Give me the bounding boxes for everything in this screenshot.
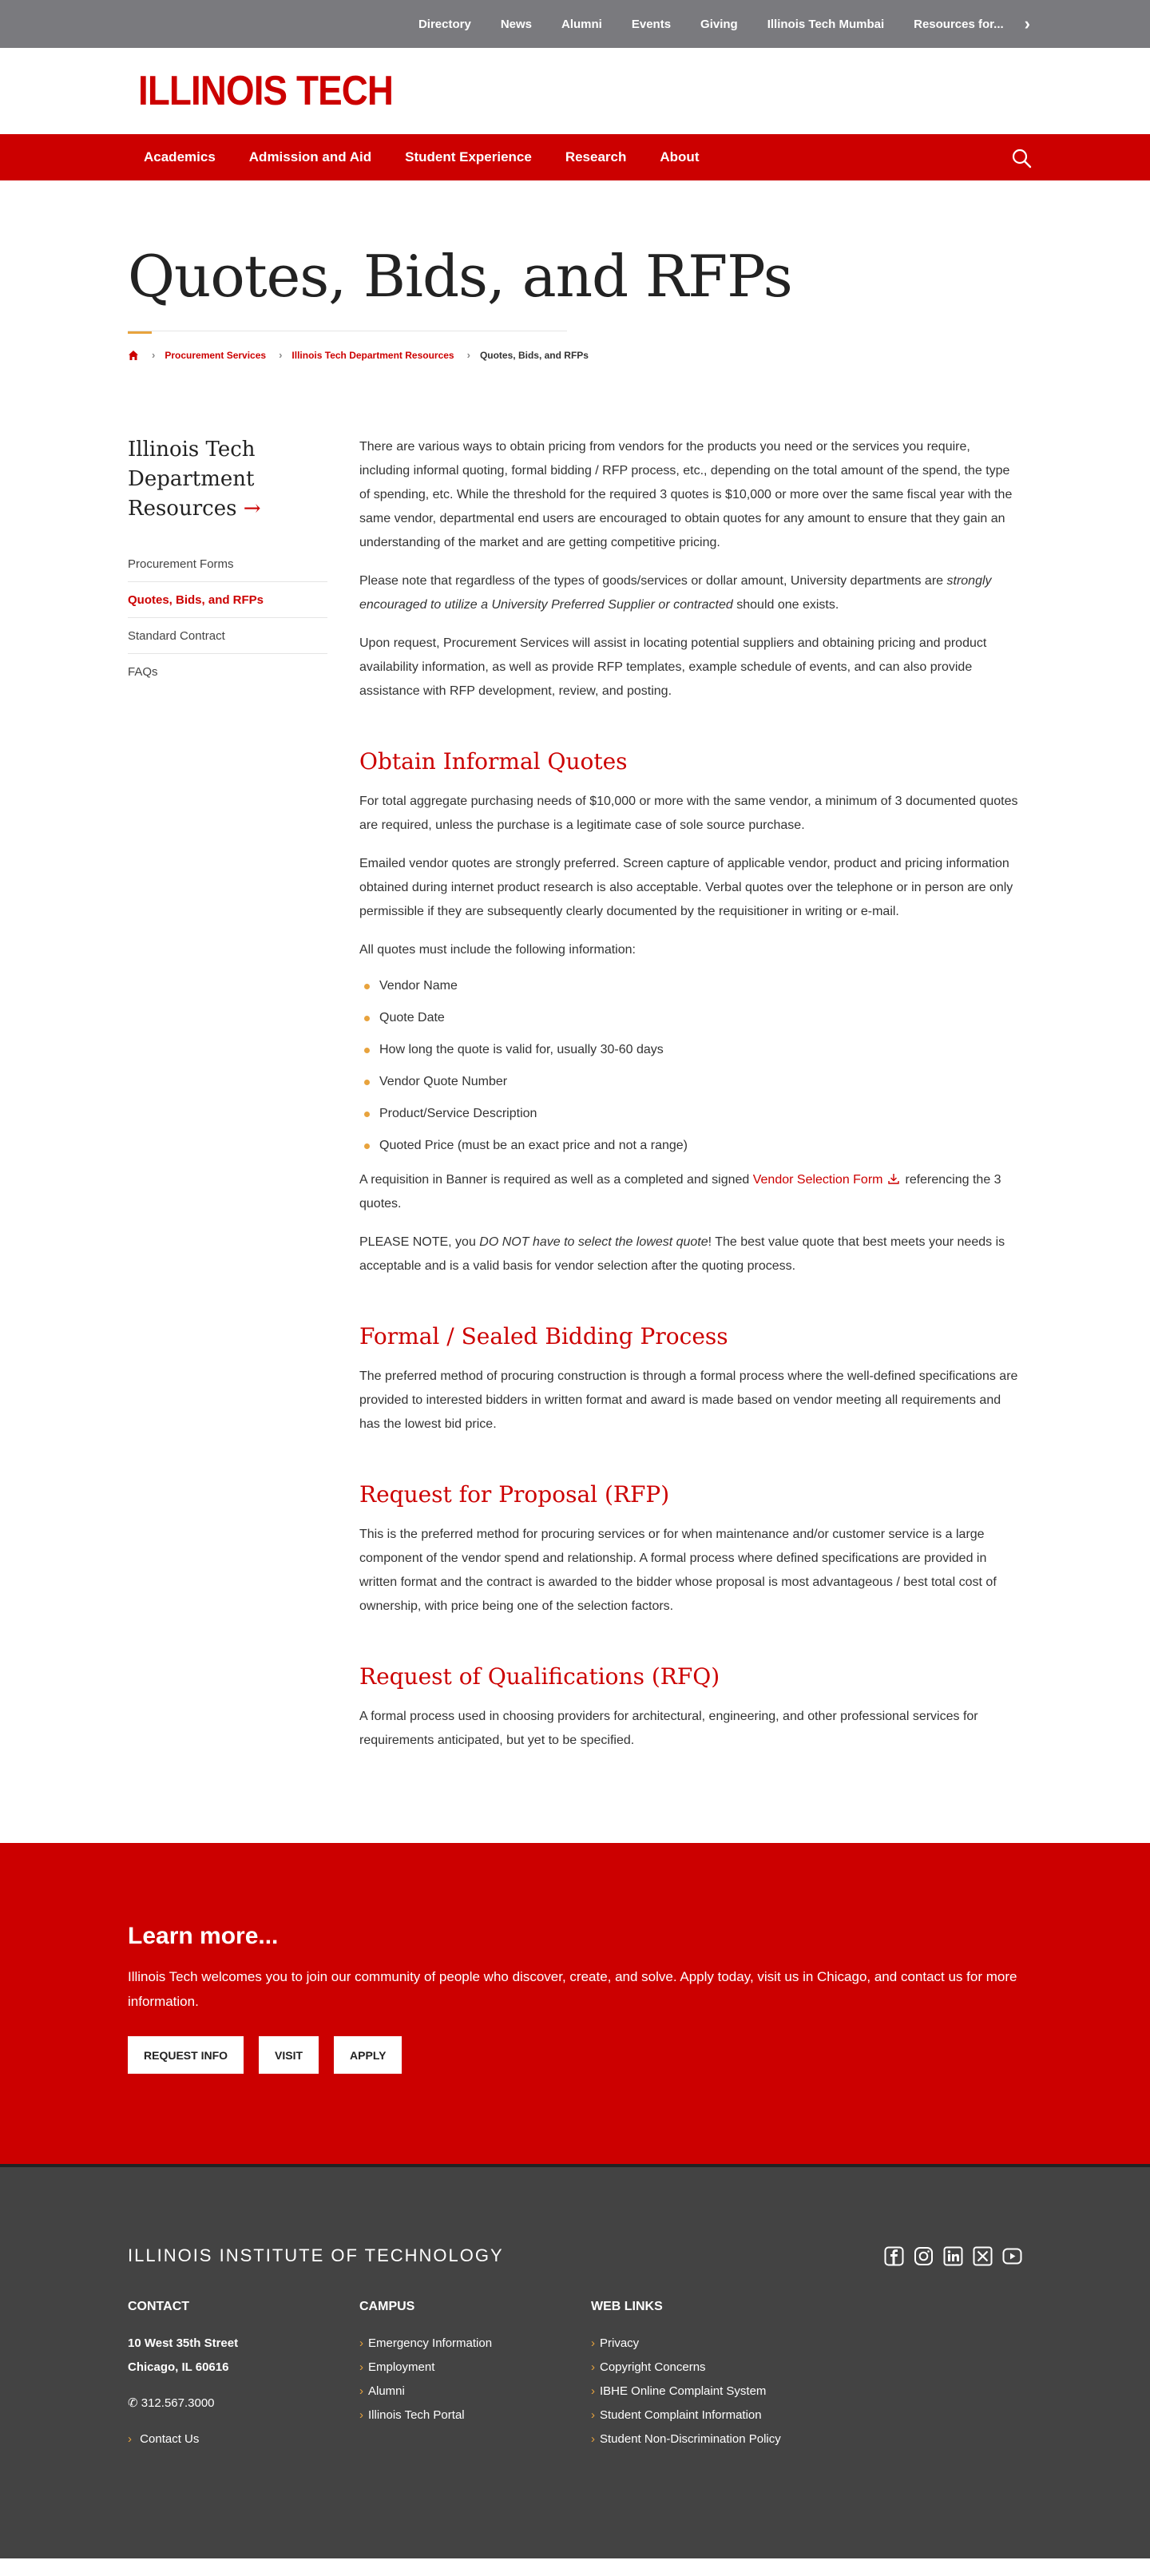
footer-link-ibhe[interactable]: › IBHE Online Complaint System bbox=[591, 2384, 767, 2398]
section-heading-rfp: Request for Proposal (RFP) bbox=[359, 1481, 670, 1508]
footer-campus-heading: CAMPUS bbox=[359, 2300, 415, 2313]
footer-link-student-complaint[interactable]: › Student Complaint Information bbox=[591, 2408, 762, 2422]
paragraph: A requisition in Banner is required as well as a completed and signed Vendor Selection Form referencing the 3 quotes. bbox=[359, 1173, 1001, 1211]
chevron-right-icon: › bbox=[128, 2432, 132, 2446]
section-heading-informal: Obtain Informal Quotes bbox=[359, 748, 628, 775]
sidebar-item-procurement-forms[interactable]: Procurement Forms bbox=[128, 546, 327, 582]
logo-bar bbox=[0, 48, 1150, 134]
footer-top bbox=[128, 2245, 1022, 2266]
footer-contact bbox=[128, 2300, 359, 2451]
list-item: Vendor Name bbox=[359, 977, 1022, 996]
search-icon[interactable] bbox=[1011, 148, 1032, 168]
vendor-selection-form-link[interactable]: Vendor Selection Form bbox=[752, 1173, 883, 1187]
footer-link-portal[interactable]: › Illinois Tech Portal bbox=[359, 2408, 465, 2422]
breadcrumb bbox=[128, 349, 1150, 361]
utility-link-directory[interactable]: Directory bbox=[418, 17, 471, 31]
paragraph: PLEASE NOTE, you DO NOT have to select the lowest quote! The best value quote that best meets your needs is acceptable and is a valid basis for vendor selection after the quoting process. bbox=[359, 1235, 1005, 1273]
chevron-right-icon[interactable]: › bbox=[1024, 14, 1030, 34]
footer-campus bbox=[359, 2300, 591, 2451]
footer-web-links bbox=[591, 2300, 823, 2451]
utility-nav bbox=[0, 0, 1150, 48]
utility-link-resources[interactable]: Resources for... bbox=[914, 17, 1004, 31]
visit-button[interactable]: VISIT bbox=[259, 2036, 319, 2074]
paragraph: For total aggregate purchasing needs of $10,000 or more with the same vendor, a minimum of 3 documented quotes are required, unless the purchase is a legitimate case of sole source purchase. bbox=[359, 795, 1018, 832]
cta-buttons bbox=[128, 2036, 1150, 2074]
footer-columns bbox=[128, 2300, 1022, 2451]
utility-link-events[interactable]: Events bbox=[631, 17, 672, 31]
section-heading-rfq: Request of Qualifications (RFQ) bbox=[359, 1663, 720, 1690]
main-nav bbox=[0, 134, 1150, 180]
sidebar-item-quotes-bids-rfps[interactable]: Quotes, Bids, and RFPs bbox=[128, 582, 327, 618]
quote-requirements-list bbox=[359, 977, 1022, 1155]
cta-text: Illinois Tech welcomes you to join our community of people who discover, create, and solve. Apply today, visit us in Chicago, and contact us for more information. bbox=[128, 1969, 1017, 2009]
youtube-icon[interactable] bbox=[1002, 2246, 1022, 2266]
footer-contact-us-link[interactable] bbox=[128, 2432, 359, 2446]
linkedin-icon[interactable] bbox=[943, 2246, 963, 2266]
apply-button[interactable]: APPLY bbox=[334, 2036, 402, 2074]
nav-academics[interactable]: Academics bbox=[144, 149, 216, 164]
breadcrumb-separator: › bbox=[279, 349, 283, 361]
footer-contact-heading: CONTACT bbox=[128, 2300, 190, 2313]
breadcrumb-procurement[interactable]: Procurement Services bbox=[165, 349, 267, 361]
list-item: Quote Date bbox=[359, 1009, 1022, 1028]
footer-web-links-heading: WEB LINKS bbox=[591, 2300, 663, 2313]
sidebar-title[interactable] bbox=[128, 438, 261, 521]
paragraph: Emailed vendor quotes are strongly preferred. Screen capture of applicable vendor, product and pricing information obtained during internet product research is also acceptable. Verbal quotes over the telephone or in person are only permissible if they are subsequently clearly documented by the requisitioner in writing or e-mail. bbox=[359, 857, 1013, 918]
footer-link-privacy[interactable]: › Privacy bbox=[591, 2336, 640, 2350]
cta-heading: Learn more... bbox=[128, 1923, 279, 1949]
utility-link-alumni[interactable]: Alumni bbox=[561, 17, 602, 31]
breadcrumb-dept-resources[interactable]: Illinois Tech Department Resources bbox=[291, 349, 454, 361]
download-icon[interactable] bbox=[887, 1172, 900, 1185]
x-icon[interactable] bbox=[973, 2246, 993, 2266]
footer-phone-number: 312.567.3000 bbox=[141, 2396, 215, 2410]
list-item: How long the quote is valid for, usually 30-60 days bbox=[359, 1040, 1022, 1060]
paragraph: The preferred method of procuring construction is through a formal process where the well-defined specifications are provided to interested bidders in written format and award is made based on vendor meeting all requirements and has the lowest bid price. bbox=[359, 1369, 1018, 1431]
footer-phone[interactable] bbox=[128, 2396, 359, 2410]
site-logo[interactable]: ILLINOIS TECH bbox=[138, 68, 394, 114]
paragraph: All quotes must include the following information: bbox=[359, 943, 636, 957]
footer bbox=[0, 2164, 1150, 2558]
arrow-right-icon: → bbox=[243, 497, 261, 521]
phone-icon: ✆ bbox=[128, 2396, 138, 2410]
nav-research[interactable]: Research bbox=[565, 149, 627, 164]
list-item: Vendor Quote Number bbox=[359, 1072, 1022, 1092]
breadcrumb-current: Quotes, Bids, and RFPs bbox=[479, 349, 589, 361]
learn-more-cta bbox=[0, 1843, 1150, 2164]
list-item: Product/Service Description bbox=[359, 1104, 1022, 1124]
social-links bbox=[874, 2246, 1022, 2266]
nav-admission[interactable]: Admission and Aid bbox=[248, 149, 372, 164]
sidebar-title-text: Illinois Tech Department Resources bbox=[128, 438, 256, 521]
breadcrumb-separator: › bbox=[466, 349, 470, 361]
footer-link-copyright[interactable]: › Copyright Concerns bbox=[591, 2360, 706, 2374]
content-area bbox=[0, 361, 1150, 1767]
footer-address-line: Chicago, IL 60616 bbox=[128, 2360, 229, 2374]
breadcrumb-separator: › bbox=[152, 349, 156, 361]
request-info-button[interactable]: REQUEST INFO bbox=[128, 2036, 244, 2074]
paragraph: A formal process used in choosing providers for architectural, engineering, and other professional services for requirements anticipated, but yet to be specified. bbox=[359, 1710, 978, 1747]
sidebar bbox=[128, 435, 327, 1767]
utility-link-giving[interactable]: Giving bbox=[700, 17, 738, 31]
footer-contact-us-label: Contact Us bbox=[140, 2432, 200, 2446]
page-title: Quotes, Bids, and RFPs bbox=[128, 243, 792, 310]
footer-link-alumni[interactable]: › Alumni bbox=[359, 2384, 405, 2398]
utility-link-mumbai[interactable]: Illinois Tech Mumbai bbox=[767, 17, 885, 31]
footer-link-emergency[interactable]: › Emergency Information bbox=[359, 2336, 493, 2350]
section-heading-formal: Formal / Sealed Bidding Process bbox=[359, 1323, 728, 1349]
facebook-icon[interactable] bbox=[884, 2246, 904, 2266]
sidebar-menu bbox=[128, 546, 327, 689]
intro-paragraph: Upon request, Procurement Services will assist in locating potential suppliers and obtaining pricing and product availability information, as well as provide RFP templates, example schedule of events, and can also provide assistance with RFP development, review, and posting. bbox=[359, 636, 987, 698]
intro-paragraph: There are various ways to obtain pricing from vendors for the products you need or the services you require, including informal quoting, formal bidding / RFP process, etc., depending on the total amount of the spend, the type of spending, etc. While the threshold for the required 3 quotes is $10,000 or more over the same fiscal year with the same vendor, departmental end users are encouraged to obtain quotes for any amount to ensure that they gain an understanding of the market and are getting competitive pricing. bbox=[359, 440, 1013, 549]
intro-paragraph: Please note that regardless of the types of goods/services or dollar amount, University departments are strongly encouraged to utilize a University Preferred Supplier or contracted should one exists. bbox=[359, 574, 992, 612]
main-content bbox=[359, 435, 1022, 1767]
footer-link-employment[interactable]: › Employment bbox=[359, 2360, 435, 2374]
footer-link-non-discrimination[interactable]: › Student Non-Discrimination Policy bbox=[591, 2432, 781, 2446]
sidebar-item-standard-contract[interactable]: Standard Contract bbox=[128, 618, 327, 654]
page-header bbox=[0, 180, 1150, 361]
list-item: Quoted Price (must be an exact price and not a range) bbox=[359, 1136, 1022, 1155]
paragraph: This is the preferred method for procuring services or for when maintenance and/or customer service is a large component of the vendor spend and relationship. A formal process where defined specifications are provided in written format and the contract is awarded to the bidder whose proposal is most advantageous / best total cost of ownership, with price being one of the selection factors. bbox=[359, 1528, 997, 1613]
footer-logo[interactable]: ILLINOIS INSTITUTE OF TECHNOLOGY bbox=[128, 2245, 504, 2265]
sidebar-item-faqs[interactable]: FAQs bbox=[128, 665, 158, 679]
instagram-icon[interactable] bbox=[914, 2246, 934, 2266]
nav-about[interactable]: About bbox=[660, 149, 700, 164]
utility-link-news[interactable]: News bbox=[500, 17, 532, 31]
nav-student-experience[interactable]: Student Experience bbox=[405, 149, 532, 164]
footer-address-line: 10 West 35th Street bbox=[128, 2336, 239, 2350]
home-icon[interactable] bbox=[128, 350, 139, 361]
